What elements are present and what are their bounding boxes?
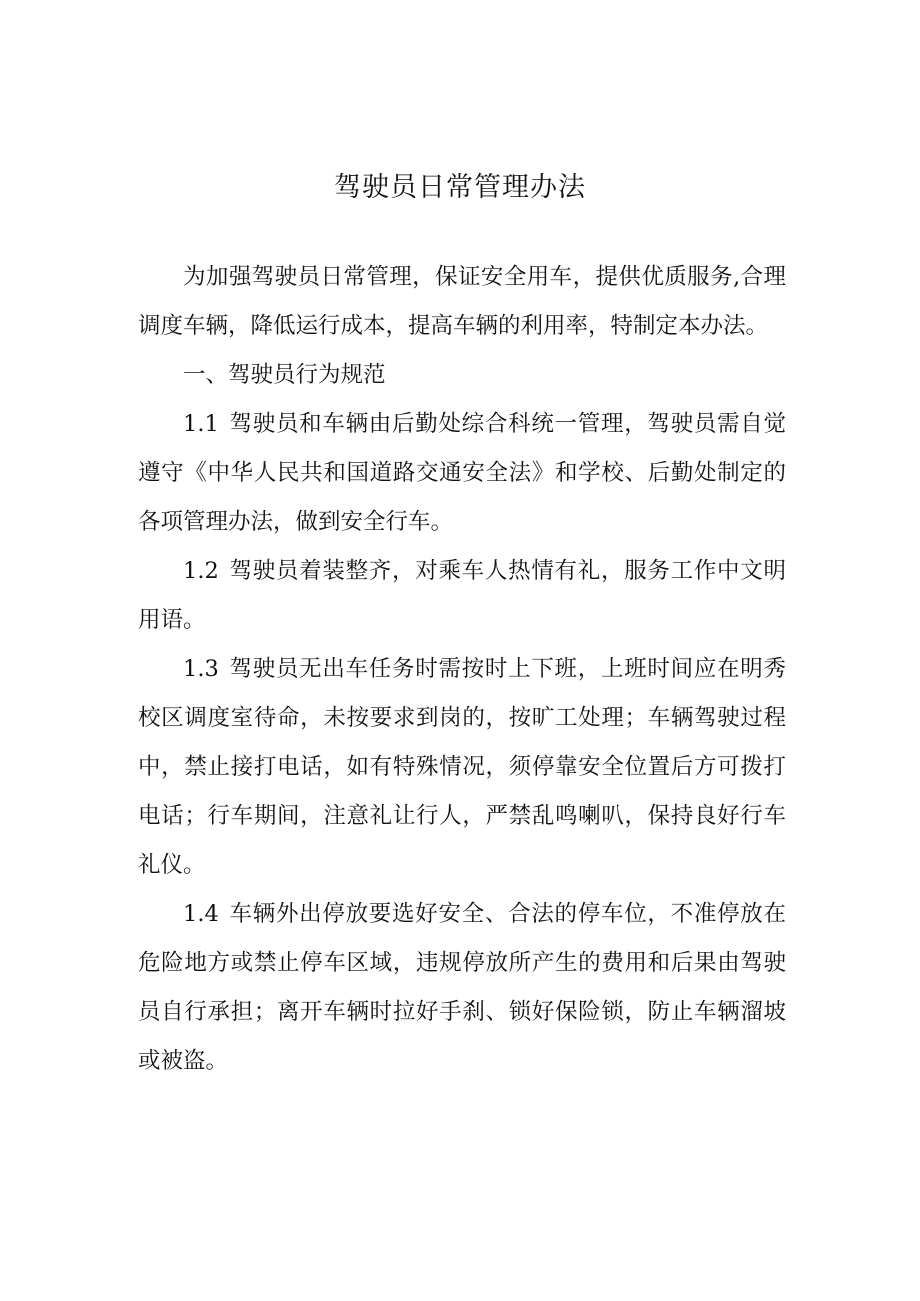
clause-1-3 [138, 645, 786, 890]
clause-number: 1.1 [183, 411, 219, 437]
clause-1-2 [138, 547, 786, 645]
clause-1-1 [138, 400, 786, 547]
clause-text: 驾驶员着装整齐，对乘车人热情有礼，服务工作中文明用语。 [138, 558, 786, 633]
document-title: 驾驶员日常管理办法 [334, 172, 586, 203]
document-body [138, 253, 786, 1086]
clause-text: 驾驶员无出车任务时需按时上下班，上班时间应在明秀校区调度室待命，未按要求到岗的，按旷工处理；车辆驾驶过程中，禁止接打电话，如有特殊情况，须停靠安全位置后方可拨打电话；行车期间，注意礼让行人，严禁乱鸣喇叭，保持良好行车礼仪。 [138, 656, 786, 878]
clause-text: 车辆外出停放要选好安全、合法的停车位，不准停放在危险地方或禁止停车区域，违规停放所产生的费用和后果由驾驶员自行承担；离开车辆时拉好手刹、锁好保险锁，防止车辆溜坡或被盗。 [138, 901, 786, 1074]
intro-paragraph: 为加强驾驶员日常管理，保证安全用车，提供优质服务,合理调度车辆，降低运行成本，提高车辆的利用率，特制定本办法。 [138, 264, 786, 339]
clause-number: 1.3 [183, 656, 219, 682]
clause-number: 1.2 [183, 558, 219, 584]
clause-text: 驾驶员和车辆由后勤处综合科统一管理，驾驶员需自觉遵守《中华人民共和国道路交通安全法》和学校、后勤处制定的各项管理办法，做到安全行车。 [138, 411, 786, 535]
section-heading: 一、驾驶员行为规范 [183, 362, 386, 388]
clause-number: 1.4 [183, 901, 219, 927]
clause-1-4 [138, 890, 786, 1086]
